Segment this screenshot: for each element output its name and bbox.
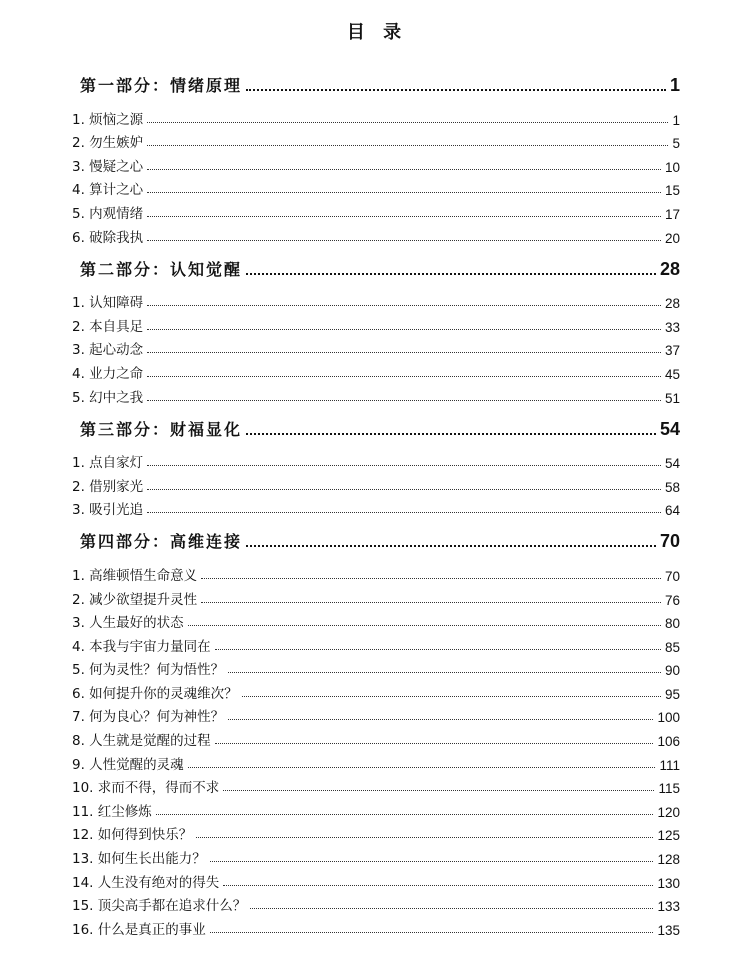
dot-leader	[147, 169, 661, 170]
entry-page-number: 95	[664, 686, 680, 702]
entry-page-number: 100	[657, 710, 680, 726]
dot-leader	[242, 696, 661, 697]
dot-leader	[215, 743, 654, 744]
entry-page-number: 135	[657, 922, 680, 938]
toc-entry[interactable]	[68, 128, 680, 152]
entry-title: 15. 顶尖高手都在追求什么？	[72, 898, 247, 915]
entry-title: 6. 如何提升你的灵魂维次？	[72, 685, 238, 702]
dot-leader	[223, 790, 654, 791]
entry-page-number: 120	[657, 804, 680, 820]
dot-leader	[201, 578, 661, 579]
toc-entry[interactable]	[68, 796, 680, 820]
entry-page-number: 15	[664, 183, 680, 199]
part-title: 第四部分：高维连接	[80, 532, 243, 552]
entry-page-number: 33	[664, 319, 680, 335]
toc-part-heading[interactable]	[68, 248, 680, 280]
entry-page-number: 125	[657, 828, 680, 844]
dot-leader	[147, 489, 661, 490]
entry-page-number: 111	[659, 757, 680, 773]
toc-entry[interactable]	[68, 914, 680, 938]
dot-leader	[246, 433, 656, 435]
toc-entry[interactable]	[68, 104, 680, 128]
toc-entry[interactable]	[68, 702, 680, 726]
entry-page-number: 5	[672, 136, 680, 152]
entry-title: 8. 人生就是觉醒的过程	[72, 733, 211, 750]
entry-page-number: 10	[664, 159, 680, 175]
toc-entry[interactable]	[68, 288, 680, 312]
entry-title: 1. 烦恼之源	[72, 111, 144, 128]
toc-entry[interactable]	[68, 867, 680, 891]
dot-leader	[215, 649, 661, 650]
entry-page-number: 51	[664, 390, 680, 406]
entry-page-number: 133	[657, 899, 680, 915]
toc-entry[interactable]	[68, 222, 680, 246]
entry-title: 7. 何为良心？何为神性？	[72, 709, 225, 726]
entry-title: 4. 业力之命	[72, 365, 144, 382]
part-page-number: 54	[659, 418, 680, 439]
entry-title: 16. 什么是真正的事业	[72, 921, 206, 938]
entry-title: 3. 慢疑之心	[72, 158, 144, 175]
dot-leader	[246, 545, 656, 547]
entry-page-number: 64	[664, 503, 680, 519]
part-page-number: 70	[659, 531, 680, 552]
toc-entry[interactable]	[68, 725, 680, 749]
entry-title: 4. 算计之心	[72, 182, 144, 199]
toc-entry[interactable]	[68, 655, 680, 679]
entry-title: 12. 如何得到快乐？	[72, 827, 193, 844]
toc-entry[interactable]	[68, 631, 680, 655]
entry-title: 2. 借别家光	[72, 478, 144, 495]
toc-entry[interactable]	[68, 382, 680, 406]
dot-leader	[147, 329, 661, 330]
entry-title: 1. 点自家灯	[72, 455, 144, 472]
dot-leader	[250, 908, 653, 909]
toc-part-heading[interactable]	[68, 64, 680, 96]
toc-entry[interactable]	[68, 335, 680, 359]
entry-title: 1. 认知障碍	[72, 295, 144, 312]
entry-title: 4. 本我与宇宙力量同在	[72, 638, 211, 655]
toc-entry[interactable]	[68, 678, 680, 702]
toc-part-heading[interactable]	[68, 408, 680, 440]
toc-entry[interactable]	[68, 358, 680, 382]
dot-leader	[147, 465, 661, 466]
toc-entry[interactable]	[68, 749, 680, 773]
toc-entry[interactable]	[68, 820, 680, 844]
table-of-contents	[68, 62, 680, 938]
entry-page-number: 58	[664, 479, 680, 495]
entry-page-number: 76	[664, 592, 680, 608]
entry-title: 1. 高维顿悟生命意义	[72, 567, 198, 584]
toc-entry[interactable]	[68, 151, 680, 175]
dot-leader	[223, 885, 653, 886]
entry-title: 3. 人生最好的状态	[72, 615, 184, 632]
entry-title: 6. 破除我执	[72, 229, 144, 246]
dot-leader	[147, 192, 661, 193]
dot-leader	[147, 512, 661, 513]
part-title: 第二部分：认知觉醒	[80, 259, 243, 279]
entry-title: 3. 起心动念	[72, 342, 144, 359]
entry-title: 3. 吸引光追	[72, 502, 144, 519]
entry-page-number: 1	[672, 112, 680, 128]
entry-title: 2. 减少欲望提升灵性	[72, 591, 198, 608]
toc-entry[interactable]	[68, 584, 680, 608]
toc-entry[interactable]	[68, 608, 680, 632]
entry-title: 5. 内观情绪	[72, 205, 144, 222]
toc-entry[interactable]	[68, 448, 680, 472]
dot-leader	[228, 719, 653, 720]
dot-leader	[156, 814, 654, 815]
dot-leader	[147, 145, 668, 146]
page-title: 目 录	[346, 22, 408, 43]
dot-leader	[246, 89, 666, 91]
entry-title: 13. 如何生长出能力？	[72, 851, 206, 868]
entry-page-number: 130	[657, 875, 680, 891]
dot-leader	[147, 122, 668, 123]
entry-page-number: 17	[664, 206, 680, 222]
dot-leader	[188, 767, 656, 768]
toc-part-heading[interactable]	[68, 520, 680, 552]
part-title: 第一部分：情绪原理	[80, 76, 243, 95]
dot-leader	[147, 352, 661, 353]
dot-leader	[147, 400, 661, 401]
part-title: 第三部分：财福显化	[80, 419, 243, 439]
dot-leader	[147, 305, 661, 306]
entry-page-number: 37	[664, 343, 680, 359]
entry-page-number: 54	[664, 456, 680, 472]
entry-page-number: 20	[664, 230, 680, 246]
entry-page-number: 106	[657, 734, 680, 750]
entry-page-number: 115	[658, 781, 680, 797]
dot-leader	[147, 240, 661, 241]
dot-leader	[228, 672, 661, 673]
toc-entry[interactable]	[68, 175, 680, 199]
dot-leader	[147, 376, 661, 377]
entry-title: 2. 勿生嫉妒	[72, 135, 144, 152]
entry-page-number: 45	[664, 366, 680, 382]
dot-leader	[201, 602, 661, 603]
entry-title: 14. 人生没有绝对的得失	[72, 874, 220, 891]
entry-title: 2. 本自具足	[72, 318, 144, 335]
toc-entry[interactable]	[68, 471, 680, 495]
dot-leader	[196, 837, 653, 838]
toc-entry[interactable]	[68, 891, 680, 915]
toc-entry[interactable]	[68, 560, 680, 584]
dot-leader	[210, 932, 654, 933]
dot-leader	[188, 625, 661, 626]
entry-title: 11. 红尘修炼	[72, 803, 152, 820]
entry-page-number: 90	[664, 663, 680, 679]
dot-leader	[147, 216, 661, 217]
toc-entry[interactable]	[68, 773, 680, 797]
toc-entry[interactable]	[68, 495, 680, 519]
entry-title: 10. 求而不得，得而不求	[72, 780, 220, 797]
entry-page-number: 80	[664, 616, 680, 632]
entry-title: 5. 幻中之我	[72, 389, 144, 406]
entry-page-number: 70	[664, 568, 680, 584]
dot-leader	[246, 273, 656, 275]
toc-entry[interactable]	[68, 843, 680, 867]
part-page-number: 28	[659, 258, 680, 279]
entry-page-number: 128	[657, 852, 680, 868]
entry-title: 5. 何为灵性？何为悟性？	[72, 662, 225, 679]
entry-page-number: 28	[664, 296, 680, 312]
entry-title: 9. 人性觉醒的灵魂	[72, 756, 184, 773]
entry-page-number: 85	[664, 639, 680, 655]
toc-entry[interactable]	[68, 198, 680, 222]
toc-entry[interactable]	[68, 311, 680, 335]
dot-leader	[210, 861, 654, 862]
part-page-number: 1	[669, 75, 680, 95]
